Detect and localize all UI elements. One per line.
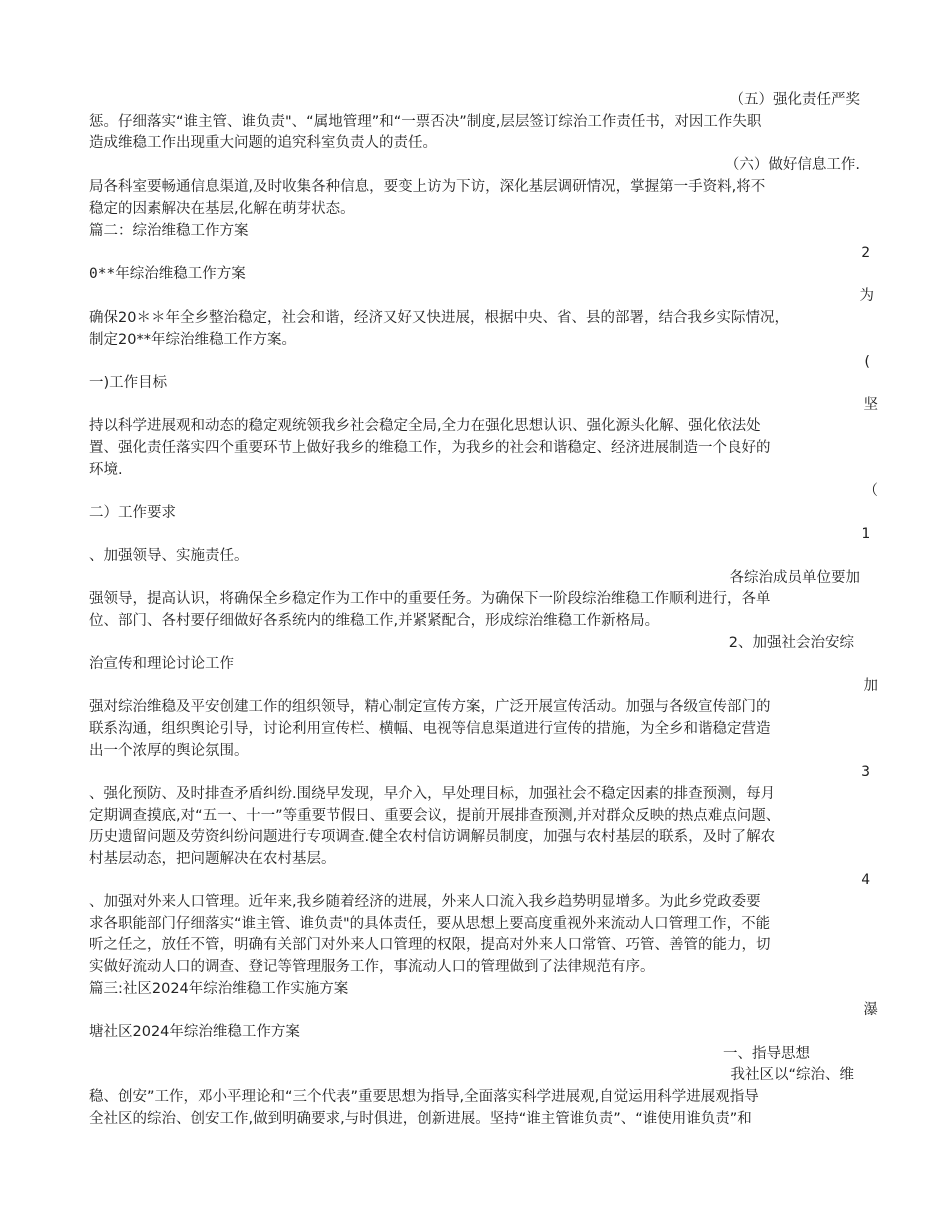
text-line: 历史遗留问题及劳资纠纷问题进行专项调查.健全农村信访调解员制度，加强与农村基层的联系，及时了解农 <box>89 829 776 845</box>
section-title-3: 篇三:社区2024年综治维稳工作实施方案 <box>89 981 349 997</box>
text-line: 定期调查摸底,对“五一、十一”等重要节假日、重要会议，提前开展排查预测,并对群众反映的热点难点问题、 <box>89 808 781 824</box>
text-line: 环境. <box>89 462 123 478</box>
text-line: 强对综治维稳及平安创建工作的组织领导，精心制定宣传方案，广泛开展宣传活动。加强与各级宣传部门的 <box>89 699 771 715</box>
marginal-fragment: 1 <box>861 526 870 542</box>
text-line: 造成维稳工作出现重大问题的追究科室负责人的责任。 <box>89 135 437 151</box>
text-line: 强领导，提高认识，将确保全乡稳定作为工作中的重要任务。为确保下一阶段综治维稳工作顺利进行，各单 <box>89 591 771 607</box>
marginal-fragment: 3 <box>861 764 870 780</box>
text-line: 稳定的因素解决在基层,化解在萌芽状态。 <box>89 201 355 217</box>
text-line: 村基层动态，把问题解决在农村基层。 <box>89 851 336 867</box>
text-line: 确保20＊＊年全乡整治稳定，社会和谐，经济又好又快进展，根据中央、省、县的部署，结合我乡实际情况， <box>89 310 789 326</box>
text-line: 、强化预防、及时排查矛盾纠纷.围绕早发现，早介入，早处理目标，加强社会不稳定因素的排查预测，每月 <box>89 786 776 802</box>
text-line: 稳、创安”工作，邓小平理论和“三个代表”重要思想为指导,全面落实科学进展观,自觉运用科学进展观指导 <box>89 1089 759 1105</box>
subheading: 二）工作要求 <box>89 505 176 521</box>
text-line: 我社区以“综治、维 <box>730 1067 854 1083</box>
marginal-fragment: 坚 <box>863 397 878 413</box>
text-line: 位、部门、各村要仔细做好各系统内的维稳工作,并紧紧配合，形成综治维稳工作新格局。 <box>89 613 660 629</box>
marginal-fragment: 为 <box>859 288 874 304</box>
heading-6: （六）做好信息工作. <box>724 157 860 173</box>
marginal-fragment: 瀑 <box>863 1002 878 1018</box>
text-line: 惩。仔细落实“谁主管、谁负责"、“属地管理”和“一票否决”制度,层层签订综治工作责任书，对因工作失职 <box>89 114 762 130</box>
text-line: 持以科学进展观和动态的稳定观统领我乡社会稳定全局,全力在强化思想认识、强化源头化解、强化依法处 <box>89 418 761 434</box>
marginal-fragment: 加 <box>863 678 878 694</box>
subheading: 一、指导思想 <box>723 1046 810 1062</box>
text-line: 局各科室要畅通信息渠道,及时收集各种信息，要变上访为下访，深化基层调研情况，掌握第一手资料,将不 <box>89 179 766 195</box>
text-line: 联系沟通，组织舆论引导，讨论利用宣传栏、横幅、电视等信息渠道进行宣传的措施，为全乡和谐稳定营造 <box>89 721 771 737</box>
heading-5: （五）强化责任严奖 <box>729 92 860 108</box>
text-line: 2、加强社会治安综 <box>728 635 854 651</box>
document-title: 0**年综治维稳工作方案 <box>89 266 246 282</box>
text-line: 全社区的综治、创安工作,做到明确要求,与时俱进，创新进展。坚持“谁主管谁负责”、“谁使用谁负责”和 <box>89 1111 752 1127</box>
marginal-fragment: （ <box>863 483 878 499</box>
marginal-fragment: ( <box>864 354 870 370</box>
marginal-fragment: 2 <box>861 245 870 261</box>
text-line: 置、强化责任落实四个重要环节上做好我乡的维稳工作，为我乡的社会和谐稳定、经济进展制造一个良好的 <box>89 440 771 456</box>
text-line: 求各职能部门仔细落实“谁主管、谁负责"的具体责任，要从思想上要高度重视外来流动人口管理工作，不能 <box>89 916 771 932</box>
text-line: 出一个浓厚的舆论氛围。 <box>89 743 249 759</box>
section-title-2: 篇二：综治维稳工作方案 <box>89 223 249 239</box>
document-title: 塘社区2024年综治维稳工作方案 <box>89 1024 300 1040</box>
text-line: 、加强领导、实施责任。 <box>89 548 249 564</box>
text-line: 各综治成员单位要加 <box>729 570 860 586</box>
text-line: 、加强对外来人口管理。近年来,我乡随着经济的进展，外来人口流入我乡趋势明显增多。为此乡党政委要 <box>89 894 761 910</box>
subheading: 一)工作目标 <box>89 375 168 391</box>
text-line: 实做好流动人口的调查、登记等管理服务工作，事流动人口的管理做到了法律规范有序。 <box>89 959 655 975</box>
text-line: 治宣传和理论讨论工作 <box>89 656 234 672</box>
text-line: 听之任之，放任不管，明确有关部门对外来人口管理的权限，提高对外来人口常管、巧管、善管的能力，切 <box>89 937 771 953</box>
marginal-fragment: 4 <box>861 872 870 888</box>
text-line: 制定20**年综治维稳工作方案。 <box>89 332 296 348</box>
